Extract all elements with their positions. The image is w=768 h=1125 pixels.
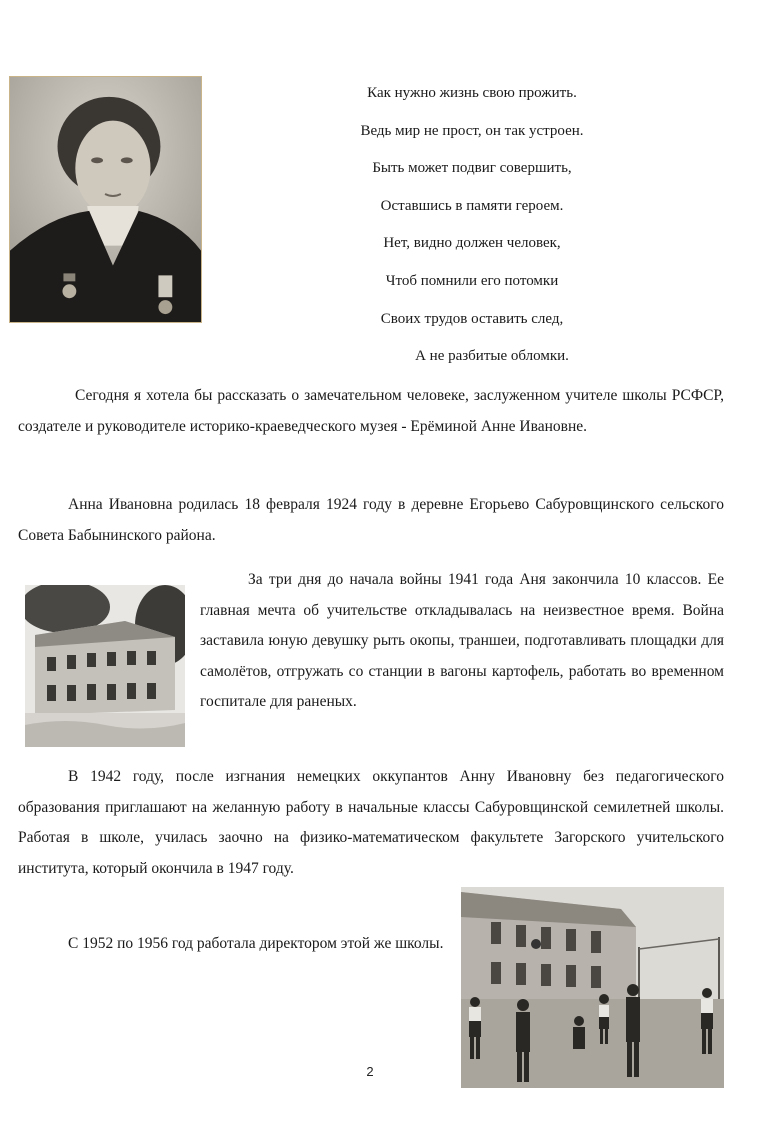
poem-line: Оставшись в памяти героем.	[380, 197, 564, 214]
poem	[232, 81, 712, 382]
portrait-photo	[9, 76, 202, 323]
poem-line: Быть может подвиг совершить,	[372, 160, 572, 177]
intro-paragraph: Сегодня я хотела бы рассказать о замечательном человеке, заслуженном учителе школы РСФСР, создателе и руководителе историко-краеведческого музея - Ерёминой Анне Ивановне.	[18, 387, 724, 435]
page-number: 2	[366, 1064, 374, 1079]
poem-line: Нет, видно должен человек,	[383, 235, 561, 252]
director-paragraph: С 1952 по 1956 год работала директором этой же школы.	[68, 935, 444, 952]
poem-line: Чтоб помнили его потомки	[385, 272, 559, 289]
school-building-photo	[25, 585, 185, 747]
war-paragraph: За три дня до начала войны 1941 года Аня закончила 10 классов. Ее главная мечта об учительстве откладывалась на неизвестное время. Война заставила юную девушку рыть окопы, траншеи, подготавливать площадки для самолётов, отгружать со станции в вагоны картофель, работать во временном госпитале для раненых.	[200, 571, 724, 711]
schoolyard-volleyball-photo	[461, 887, 724, 1088]
poem-line: Ведь мир не прост, он так устроен.	[360, 122, 584, 139]
teaching-paragraph: В 1942 году, после изгнания немецких оккупантов Анну Ивановну без педагогического образования приглашают на желанную работу в начальные классы Сабуровщинской семилетней школы. Работая в школе, училась заочно на физико-математическом факультете Загорского учительского института, который окончила в 1947 году.	[18, 768, 724, 877]
poem-line: Как нужно жизнь свою прожить.	[367, 85, 577, 101]
birth-paragraph: Анна Ивановна родилась 18 февраля 1924 году в деревне Егорьево Сабуровщинского сельского Совета Бабынинского района.	[18, 496, 724, 544]
poem-line: А не разбитые обломки.	[415, 348, 569, 365]
poem-line: Своих трудов оставить след,	[380, 310, 564, 327]
